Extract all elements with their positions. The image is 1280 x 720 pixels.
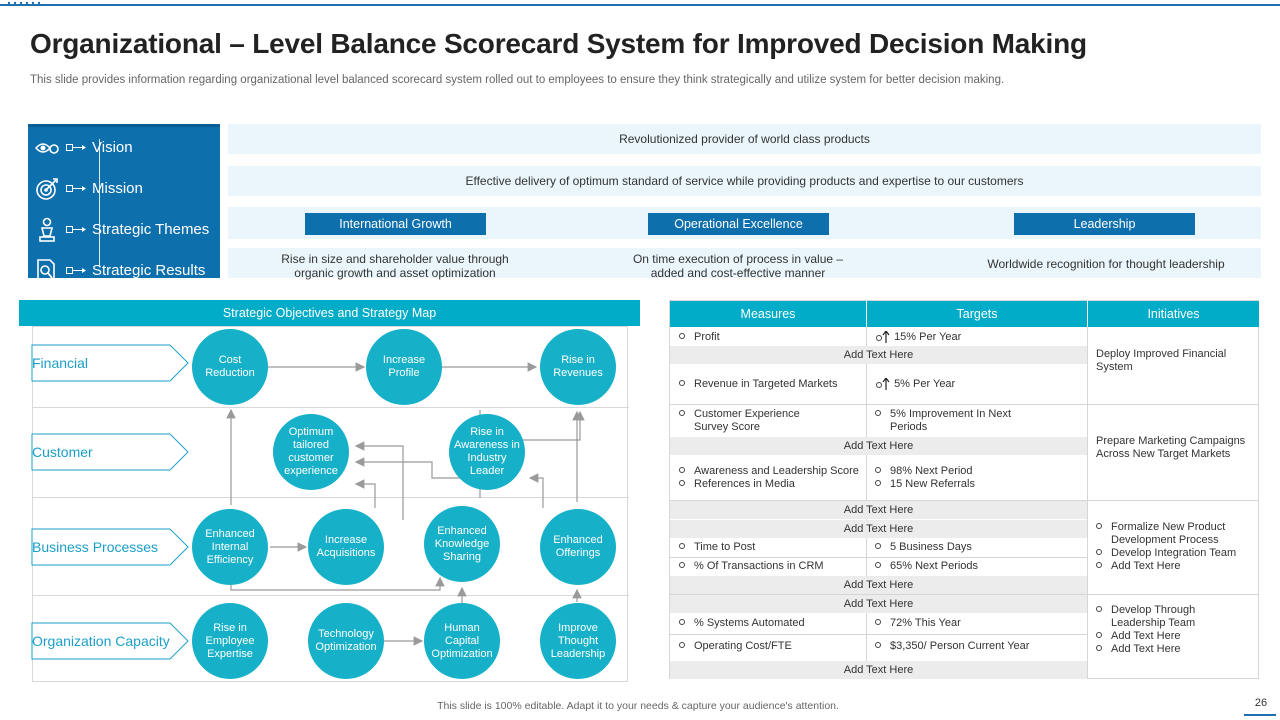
- measure-profit: Profit: [679, 331, 720, 344]
- up-arrow-icon: [875, 331, 891, 343]
- node-rise-in-awareness: Rise in Awareness in Industry Leader: [449, 414, 525, 490]
- add-text-row: Add Text Here: [670, 595, 1087, 613]
- node-increase-acquisitions: Increase Acquisitions: [308, 509, 384, 585]
- panel-label-themes: Strategic Themes: [92, 221, 210, 238]
- initiative-financial: Deploy Improved Financial System: [1096, 348, 1227, 373]
- perspective-business-processes: Business Processes: [32, 539, 159, 555]
- theme-international-growth: International Growth: [305, 213, 486, 235]
- node-human-capital-optimization: Human Capital Optimization: [424, 603, 500, 679]
- add-text-row: Add Text Here: [670, 346, 1087, 364]
- vision-statement: Revolutionized provider of world class products: [228, 124, 1261, 154]
- measure-operating-cost: Operating Cost/FTE: [679, 640, 792, 653]
- page-title: Organizational – Level Balance Scorecard System for Improved Decision Making: [30, 28, 1087, 59]
- perspective-customer: Customer: [32, 444, 93, 460]
- target-systems-automated: 72% This Year: [875, 617, 961, 630]
- target-cx-survey: 5% Improvement In Next Periods: [875, 408, 1075, 434]
- measure-cx-survey: Customer Experience Survey Score: [679, 408, 859, 434]
- theme-leadership: Leadership: [1014, 213, 1195, 235]
- node-cost-reduction: Cost Reduction: [192, 329, 268, 405]
- row-divider: [670, 634, 1087, 635]
- page-subtitle: This slide provides information regarding organizational level balanced scorecard system rolled out to employees to ensure they think strategically and utilize system for better decision making.: [30, 74, 1005, 86]
- add-text-row: Add Text Here: [670, 520, 1087, 538]
- target-revenue-markets: 5% Per Year: [875, 378, 955, 391]
- measure-awareness-score: Awareness and Leadership Score: [679, 465, 859, 478]
- initiative-process: Formalize New Product Development Process Develop Integration Team Add Text Here: [1096, 521, 1256, 573]
- target-time-to-post: 5 Business Days: [875, 541, 972, 554]
- target-crm-transactions: 65% Next Periods: [875, 560, 978, 573]
- panel-label-results: Strategic Results: [92, 262, 206, 279]
- panel-label-vision: Vision: [92, 139, 133, 156]
- measure-references: References in Media: [679, 478, 795, 491]
- target-references: 15 New Referrals: [875, 478, 975, 491]
- node-enhanced-knowledge-sharing: Enhanced Knowledge Sharing: [424, 506, 500, 582]
- strategy-map-header: Strategic Objectives and Strategy Map: [19, 300, 640, 326]
- measure-systems-automated: % Systems Automated: [679, 617, 805, 630]
- scorecard-table: [669, 300, 1259, 679]
- node-rise-in-employee-expertise: Rise in Employee Expertise: [192, 603, 268, 679]
- panel-label-mission: Mission: [92, 180, 143, 197]
- mission-statement: Effective delivery of optimum standard of service while providing products and expertise to our customers: [228, 166, 1261, 196]
- node-technology-optimization: Technology Optimization: [308, 603, 384, 679]
- result-leadership: Worldwide recognition for thought leadership: [987, 257, 1225, 271]
- add-text-row: Add Text Here: [670, 576, 1087, 594]
- page-number: 26: [1254, 697, 1268, 709]
- measure-crm-transactions: % Of Transactions in CRM: [679, 560, 824, 573]
- page-number-underline: [1244, 714, 1276, 716]
- perspective-organization-capacity: Organization Capacity: [32, 633, 170, 649]
- add-text-row: Add Text Here: [670, 501, 1087, 519]
- target-profit: 15% Per Year: [875, 331, 961, 344]
- node-rise-in-revenues: Rise in Revenues: [540, 329, 616, 405]
- target-awareness-score: 98% Next Period: [875, 465, 973, 478]
- row-divider: [670, 557, 1087, 558]
- theme-operational-excellence: Operational Excellence: [648, 213, 829, 235]
- initiative-capacity: Develop Through Leadership Team Add Text Here Add Text Here: [1096, 604, 1256, 656]
- result-growth: Rise in size and shareholder value through organic growth and asset optimization: [281, 252, 509, 280]
- perspective-financial: Financial: [32, 355, 89, 371]
- column-header-targets: Targets: [867, 301, 1087, 327]
- footer-note: This slide is 100% editable. Adapt it to your needs & capture your audience's attention.: [437, 700, 839, 712]
- column-header-measures: Measures: [670, 301, 866, 327]
- result-excellence: On time execution of process in value – added and cost-effective manner: [632, 252, 844, 280]
- measure-time-to-post: Time to Post: [679, 541, 755, 554]
- initiative-customer: Prepare Marketing Campaigns Across New Target Markets: [1096, 435, 1246, 460]
- measure-revenue-markets: Revenue in Targeted Markets: [679, 378, 838, 391]
- add-text-row: Add Text Here: [670, 437, 1087, 455]
- group-divider: [670, 404, 1259, 405]
- up-arrow-icon: [875, 378, 891, 390]
- target-operating-cost: $3,350/ Person Current Year: [875, 640, 1029, 653]
- node-enhanced-internal-efficiency: Enhanced Internal Efficiency: [192, 509, 268, 585]
- add-text-row: Add Text Here: [670, 661, 1087, 679]
- node-improve-thought-leadership: Improve Thought Leadership: [540, 603, 616, 679]
- column-divider: [1087, 327, 1088, 679]
- node-enhanced-offerings: Enhanced Offerings: [540, 509, 616, 585]
- node-increase-profile: Increase Profile: [366, 329, 442, 405]
- column-header-initiatives: Initiatives: [1088, 301, 1259, 327]
- node-optimum-customer-experience: Optimum tailored customer experience: [273, 414, 349, 490]
